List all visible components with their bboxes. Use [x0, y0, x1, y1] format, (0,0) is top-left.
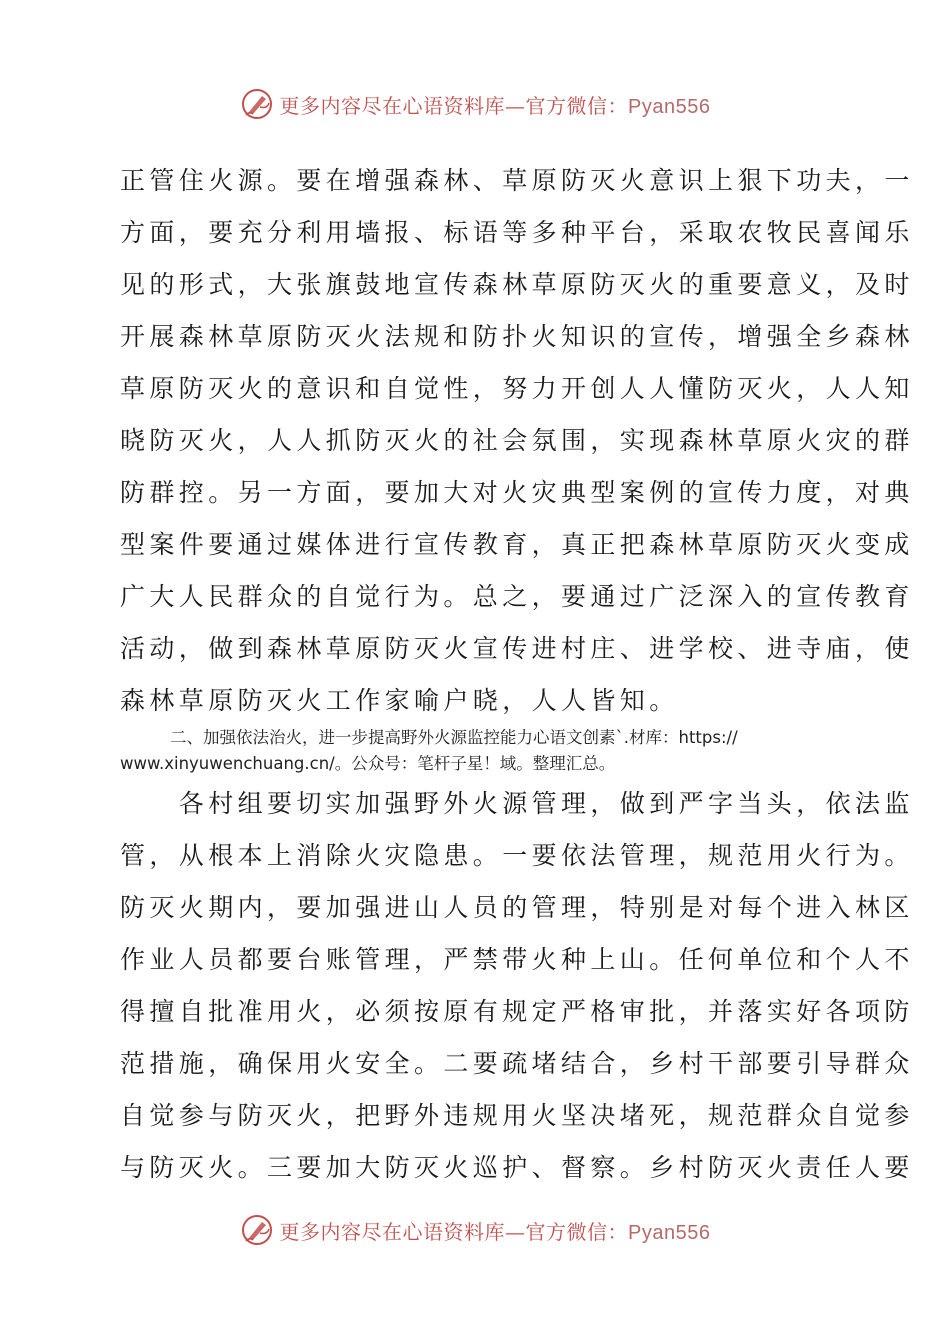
paragraph-line: 见的形式，大张旗鼓地宣传森林草原防灭火的重要意义，及时: [120, 270, 914, 299]
banner-wechat-id: Pyan556: [628, 1221, 711, 1244]
paragraph-line: 开展森林草原防灭火法规和防扑火知识的宣传，增强全乡森林: [120, 322, 914, 351]
banner-text: [280, 1216, 711, 1245]
paragraph-1: [120, 155, 914, 727]
paragraph-line: 作业人员都要台账管理，严禁带火种上山。任何单位和个人不: [120, 945, 914, 974]
banner-text-cn: 更多内容尽在心语资料库—官方微信：: [279, 93, 629, 118]
section-heading-line: www.xinyuwenchuang.cn/。公众号：笔杆子星！域。整理汇总。: [120, 754, 616, 773]
paragraph-line: 范措施，确保用火安全。二要疏堵结合，乡村干部要引导群众: [120, 1049, 914, 1078]
banner-wechat-id: Pyan556: [628, 95, 711, 118]
paragraph-line: 正管住火源。要在增强森林、草原防灭火意识上狠下功夫，一: [120, 166, 914, 195]
paragraph-line: 得擅自批准用火，必须按原有规定严格审批，并落实好各项防: [120, 997, 914, 1026]
pen-quill-logo-icon: [240, 1213, 274, 1247]
paragraph-line: 广大人民群众的自觉行为。总之，要通过广泛深入的宣传教育: [120, 582, 914, 611]
header-banner: [0, 82, 950, 126]
paragraph-line: 防群控。另一方面，要加大对火灾典型案例的宣传力度，对典: [120, 478, 914, 507]
paragraph-line: 与防灭火。三要加大防灭火巡护、督察。乡村防灭火责任人要: [120, 1153, 914, 1182]
paragraph-line: 型案件要通过媒体进行宣传教育，真正把森林草原防灭火变成: [120, 530, 914, 559]
section-heading-line: 二、加强依法治火，进一步提高野外火源监控能力心语文创素`.材库：https://: [170, 728, 738, 747]
paragraph-line: 防灭火期内，要加强进山人员的管理，特别是对每个进入林区: [120, 893, 914, 922]
paragraph-line: 方面，要充分利用墙报、标语等多种平台，采取农牧民喜闻乐: [120, 218, 914, 247]
paragraph-line: 活动，做到森林草原防灭火宣传进村庄、进学校、进寺庙，使: [120, 634, 914, 663]
paragraph-line: 森林草原防灭火工作家喻户晓，人人皆知。: [120, 686, 679, 715]
paragraph-2: [120, 778, 914, 1194]
paragraph-line: 自觉参与防灭火，把野外违规用火坚决堵死，规范群众自觉参: [120, 1101, 914, 1130]
paragraph-line: 管，从根本上消除火灾隐患。一要依法管理，规范用火行为。: [120, 841, 914, 870]
section-heading: [120, 725, 835, 777]
footer-banner: [0, 1208, 950, 1252]
banner-text-cn: 更多内容尽在心语资料库—官方微信：: [279, 1219, 629, 1244]
paragraph-line: 各村组要切实加强野外火源管理，做到严字当头，依法监: [120, 789, 914, 818]
banner-text: [280, 90, 711, 119]
pen-quill-logo-icon: [240, 87, 274, 121]
paragraph-line: 晓防灭火，人人抓防灭火的社会氛围，实现森林草原火灾的群: [120, 426, 914, 455]
paragraph-line: 草原防灭火的意识和自觉性，努力开创人人懂防灭火，人人知: [120, 374, 914, 403]
